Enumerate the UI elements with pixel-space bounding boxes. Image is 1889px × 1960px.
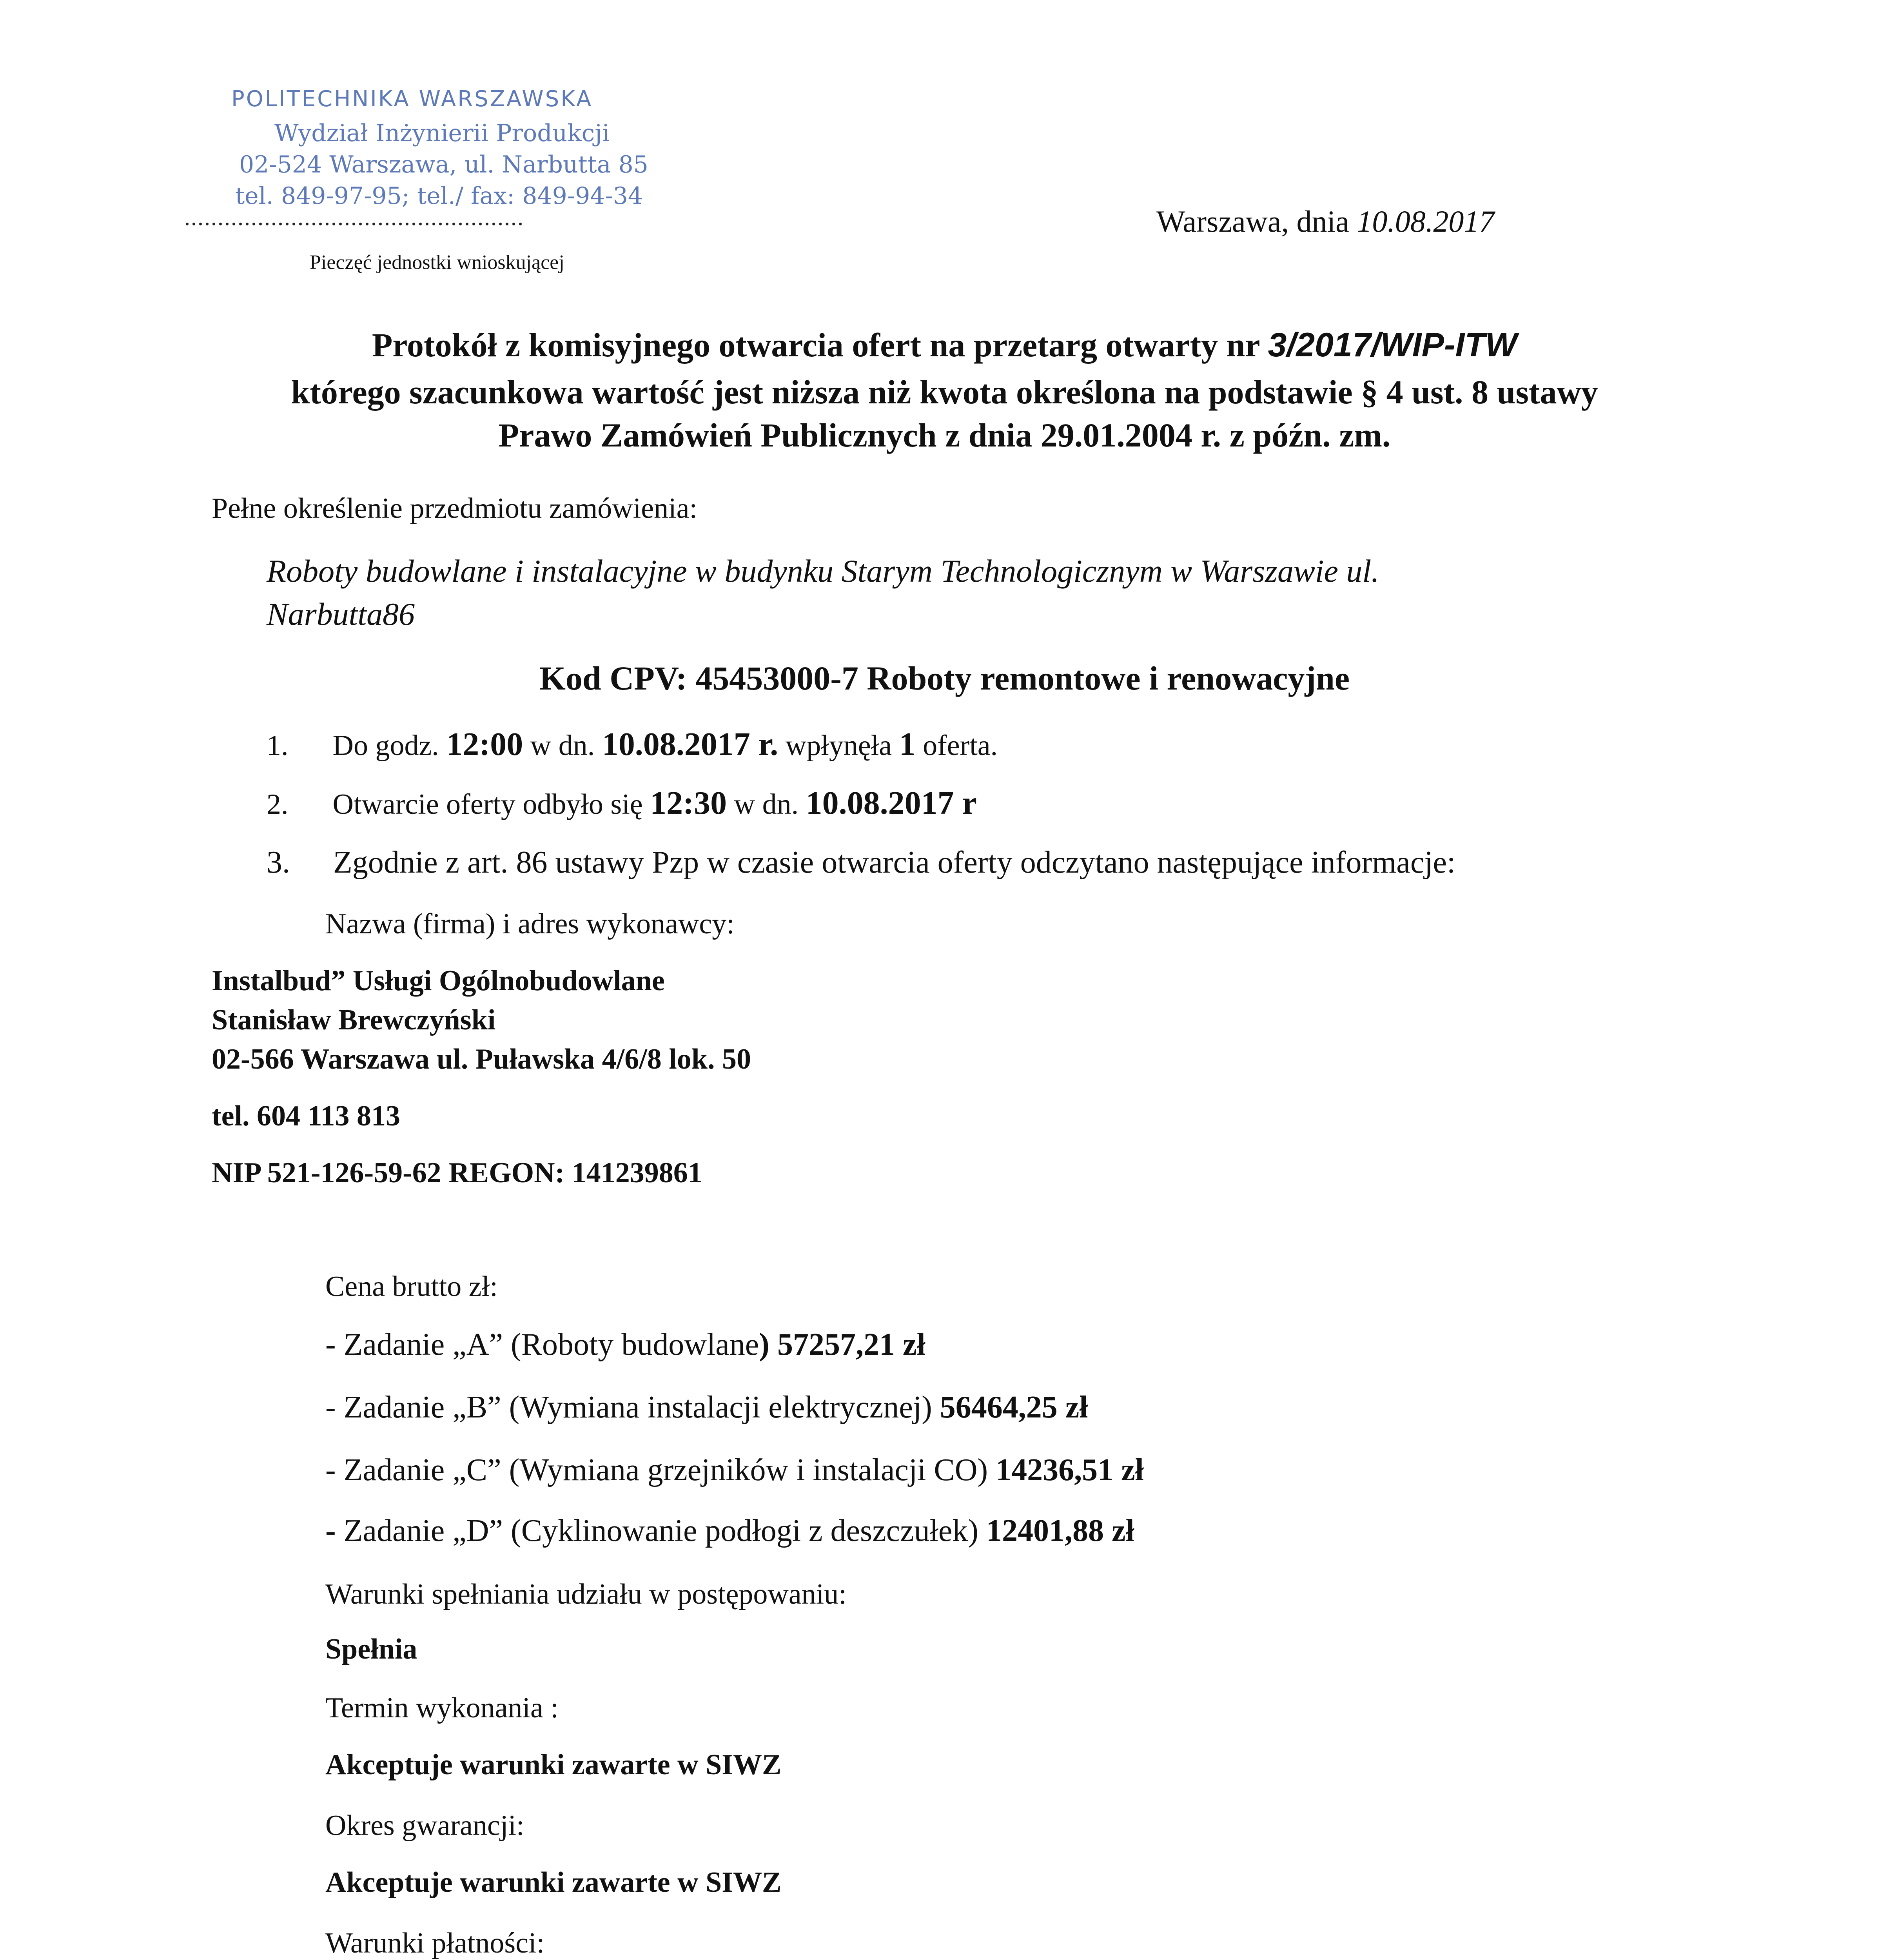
point-1-text-c: wpłynęła — [785, 730, 892, 762]
price-task-a — [325, 1327, 925, 1363]
point-1-text-a: Do godz. — [332, 730, 439, 762]
payment-label: Warunki płatności: — [325, 1927, 545, 1959]
price-task-d-value: 12401,88 zł — [986, 1514, 1134, 1548]
point-3-text: Zgodnie z art. 86 ustawy Pzp w czasie otwarcia oferty odczytano następujące informacje: — [333, 845, 1456, 880]
price-label: Cena brutto zł: — [325, 1270, 498, 1303]
point-2-text-b: w dn. — [734, 788, 799, 820]
title-line-2: którego szacunkowa wartość jest niższa niż kwota określona na podstawie § 4 ust. 8 ustawy — [291, 373, 1598, 411]
point-2-time: 12:30 — [650, 785, 727, 821]
contractor-phone: tel. 604 113 813 — [212, 1100, 400, 1132]
term-label: Termin wykonania : — [325, 1692, 559, 1724]
contractor-name: Instalbud” Usługi Ogólnobudowlane — [212, 965, 665, 997]
point-1-text-d: oferta. — [923, 730, 998, 762]
stamp-caption: Pieczęć jednostki wnioskującej — [310, 251, 564, 274]
point-2-date: 10.08.2017 r — [806, 785, 977, 821]
place-date — [1156, 204, 1494, 239]
point-2 — [267, 784, 977, 822]
point-1-text-b: w dn. — [530, 730, 595, 762]
stamp-line-4: tel. 849-97-95; tel./ fax: 849-94-34 — [235, 182, 643, 210]
point-2-number: 2. — [267, 788, 289, 820]
document-date: 10.08.2017 — [1357, 204, 1495, 238]
stamp-dots: ................................................... — [184, 204, 524, 230]
price-task-a-label: - Zadanie „A” (Roboty budowlane — [325, 1327, 759, 1362]
point-1 — [267, 725, 998, 763]
title-line-1 — [0, 325, 1889, 365]
price-task-a-value: ) 57257,21 zł — [759, 1327, 925, 1362]
price-task-c — [325, 1452, 1144, 1488]
point-1-date: 10.08.2017 r. — [602, 726, 778, 762]
title-line-3: Prawo Zamówień Publicznych z dnia 29.01.2004 r. z późn. zm. — [498, 416, 1391, 454]
stamp-line-3: 02-524 Warszawa, ul. Narbutta 85 — [239, 151, 648, 178]
warranty-value: Akceptuje warunki zawarte w SIWZ — [325, 1866, 782, 1898]
price-task-c-value: 14236,51 zł — [996, 1453, 1144, 1487]
participation-label: Warunki spełniania udziału w postępowaniu: — [325, 1578, 847, 1610]
point-1-time: 12:00 — [446, 726, 523, 762]
point-2-text-a: Otwarcie oferty odbyło się — [332, 788, 643, 820]
contractor-label: Nazwa (firma) i adres wykonawcy: — [325, 908, 735, 940]
point-1-count: 1 — [899, 726, 916, 762]
stamp-line-1: POLITECHNIKA WARSZAWSKA — [231, 86, 593, 112]
contractor-address: 02-566 Warszawa ul. Puławska 4/6/8 lok. 50 — [212, 1043, 751, 1075]
price-task-b — [325, 1390, 1088, 1425]
term-value: Akceptuje warunki zawarte w SIWZ — [325, 1749, 782, 1781]
price-task-d-label: - Zadanie „D” (Cyklinowanie podłogi z deszczułek) — [325, 1514, 979, 1548]
tender-number: 3/2017/WIP-ITW — [1268, 326, 1517, 364]
title-prefix: Protokół z komisyjnego otwarcia ofert na przetarg otwarty nr — [372, 326, 1260, 364]
price-task-c-label: - Zadanie „C” (Wymiana grzejników i instalacji CO) — [325, 1453, 988, 1487]
point-1-number: 1. — [267, 730, 289, 762]
price-task-d — [325, 1513, 1134, 1549]
price-task-b-label: - Zadanie „B” (Wymiana instalacji elektrycznej) — [325, 1390, 932, 1425]
subject-label: Pełne określenie przedmiotu zamówienia: — [212, 492, 698, 524]
contractor-owner: Stanisław Brewczyński — [212, 1004, 496, 1036]
participation-value: Spełnia — [325, 1633, 417, 1665]
subject-line-2: Narbutta86 — [267, 596, 415, 632]
cpv-code: Kod CPV: 45453000-7 Roboty remontowe i renowacyjne — [539, 659, 1350, 697]
point-3 — [267, 845, 1455, 880]
stamp-line-2: Wydział Inżynierii Produkcji — [274, 120, 610, 147]
warranty-label: Okres gwarancji: — [325, 1809, 524, 1842]
subject-line-1: Roboty budowlane i instalacyjne w budynku Starym Technologicznym w Warszawie ul. — [267, 553, 1379, 589]
point-3-number: 3. — [267, 845, 290, 880]
contractor-ids: NIP 521-126-59-62 REGON: 141239861 — [212, 1157, 702, 1189]
price-task-b-value: 56464,25 zł — [940, 1390, 1088, 1425]
place-prefix: Warszawa, dnia — [1156, 204, 1349, 238]
